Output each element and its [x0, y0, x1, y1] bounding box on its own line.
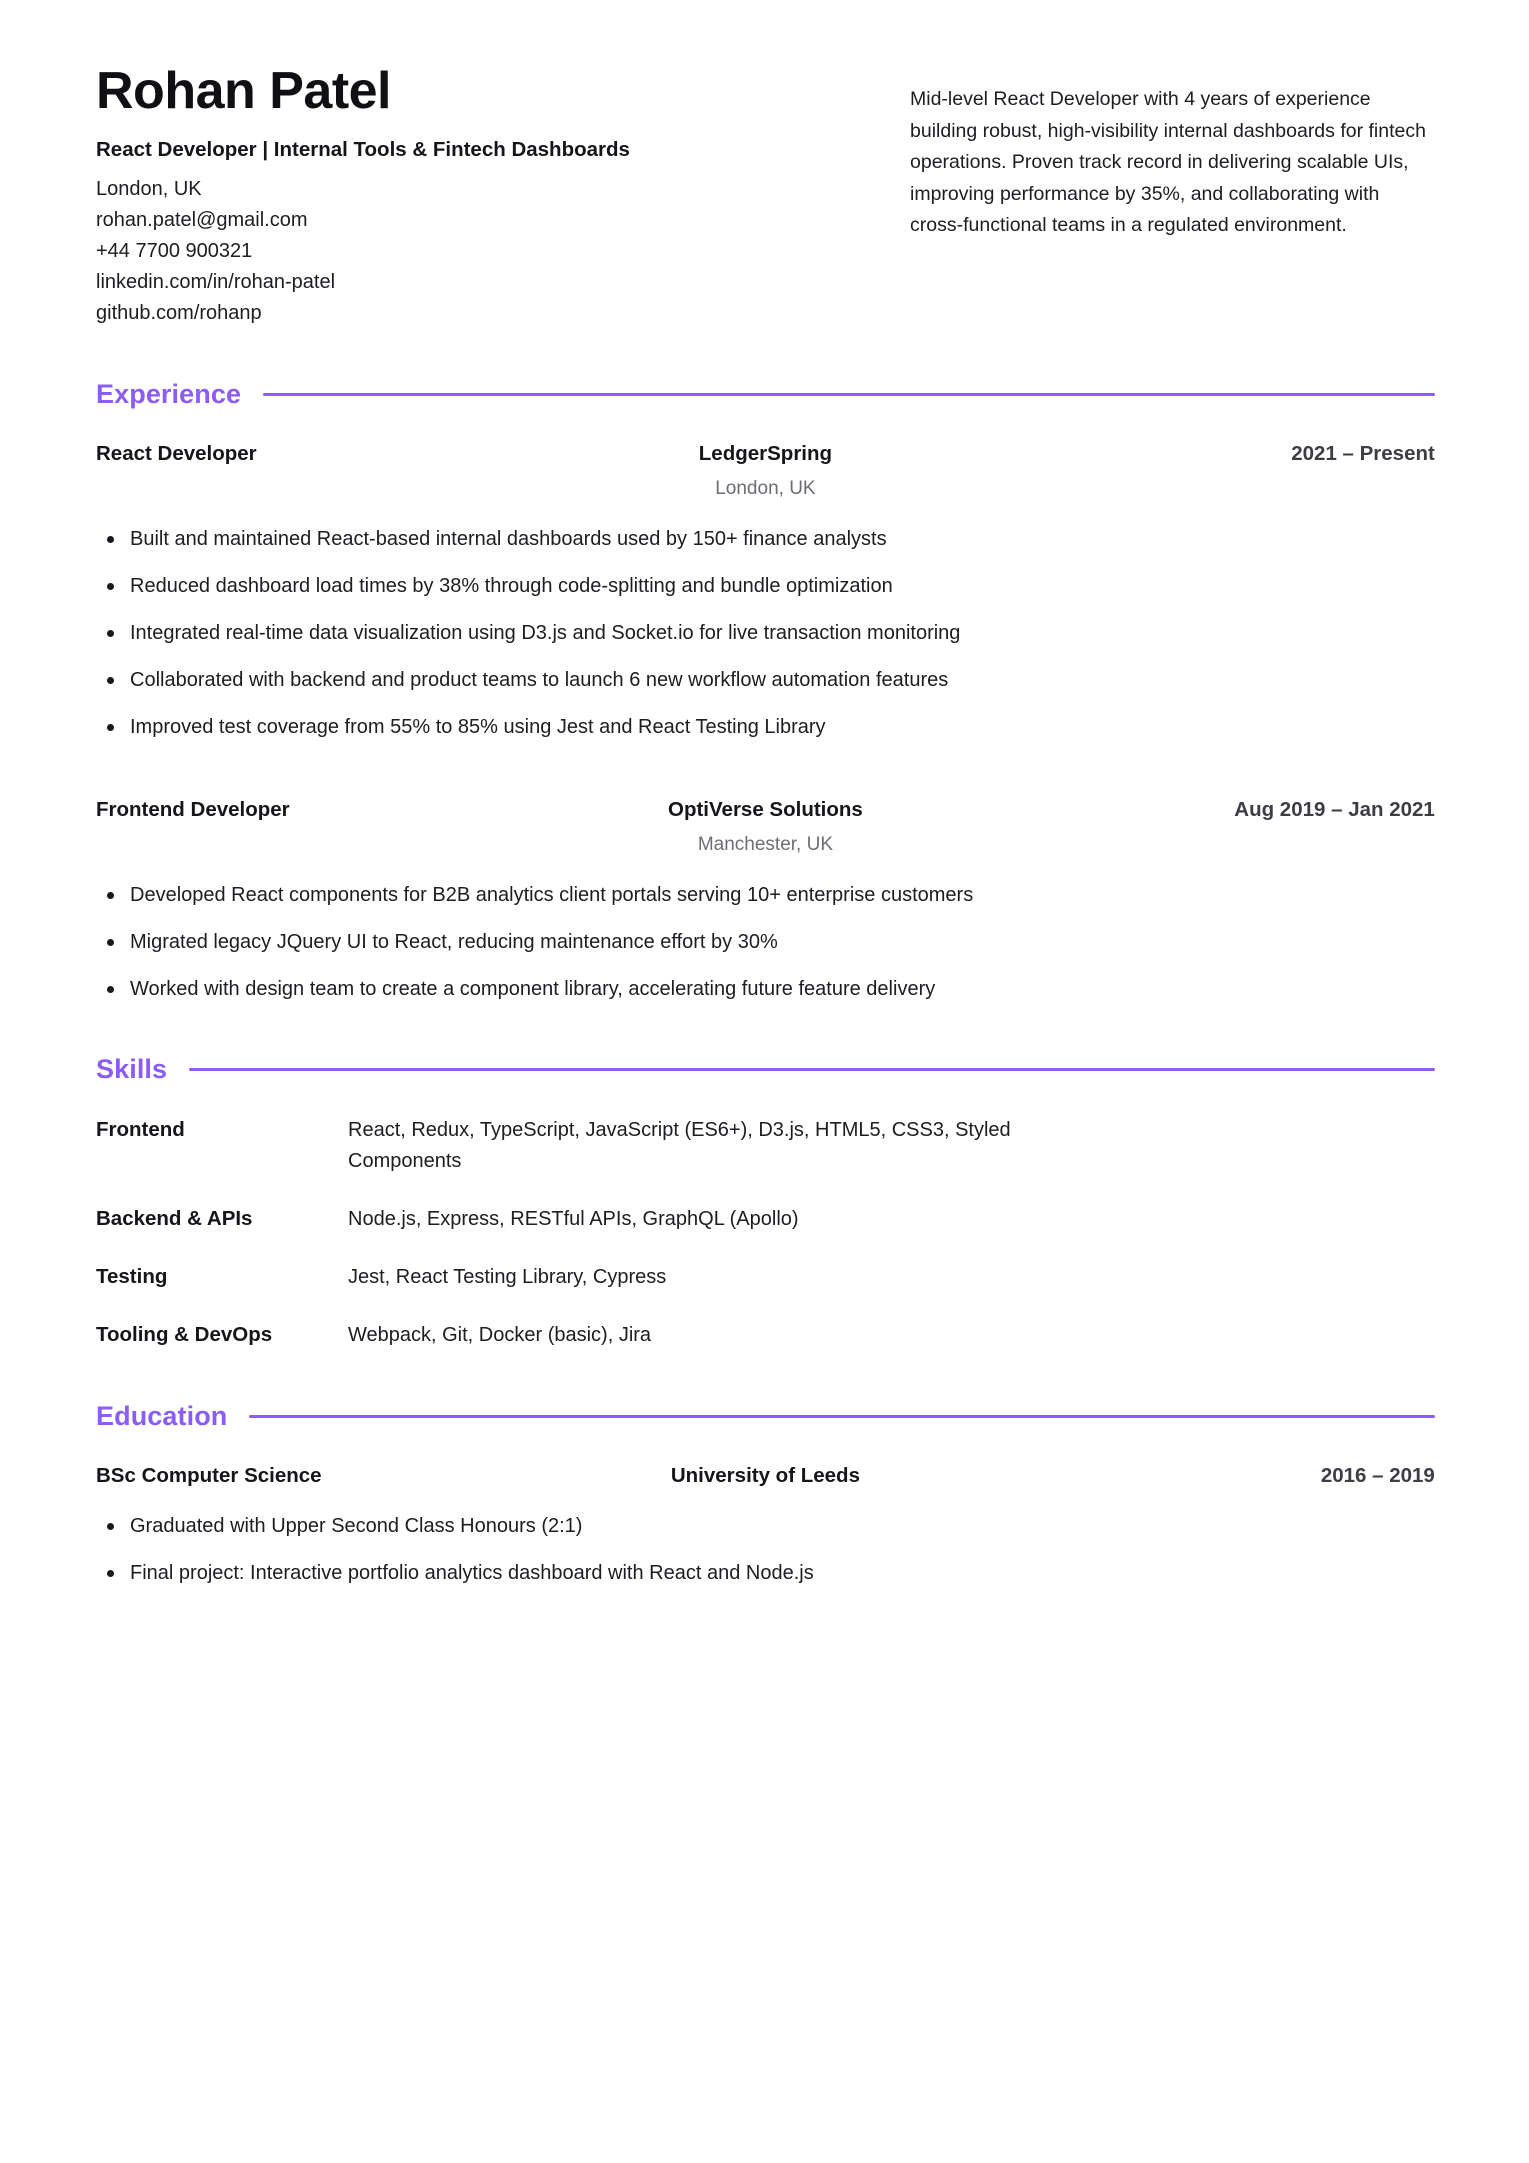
skill-row [96, 1320, 1435, 1351]
section-title-education: Education [96, 1401, 228, 1432]
education-entry-heading [96, 1462, 1435, 1490]
education-bullet-list [96, 1512, 1435, 1588]
skill-category-value: Webpack, Git, Docker (basic), Jira [348, 1324, 652, 1347]
section-title-experience: Experience [96, 378, 242, 409]
candidate-headline: React Developer | Internal Tools & Fintech Dashboards [96, 138, 630, 162]
section-header-skills [96, 1054, 1435, 1085]
education-bullet: Final project: Interactive portfolio analytics dashboard with React and Node.js [96, 1559, 1435, 1588]
section-skills [96, 1054, 1435, 1351]
education-degree: BSc Computer Science [96, 1464, 322, 1488]
skill-category-label: Frontend [96, 1118, 185, 1142]
experience-org-block [542, 796, 988, 859]
professional-summary: Mid-level React Developer with 4 years of experience building robust, high-visibility internal dashboards for fintech operations. Proven track record in delivering scalable UIs, improving performance by 35%, and collaborating with cross-functional teams in a regulated environment. [910, 88, 1426, 237]
experience-bullet: Integrated real-time data visualization using D3.js and Socket.io for live transaction monitoring [96, 619, 1435, 648]
experience-dates: 2021 – Present [1291, 441, 1435, 465]
contact-linkedin[interactable]: linkedin.com/in/rohan-patel [96, 270, 336, 293]
resume-header [96, 62, 1435, 329]
experience-org-block [542, 440, 988, 503]
experience-bullet: Built and maintained React-based internal dashboards used by 150+ finance analysts [96, 525, 1435, 554]
experience-bullet: Developed React components for B2B analytics client portals serving 10+ enterprise customers [96, 881, 1435, 910]
section-header-experience [96, 379, 1435, 410]
experience-role: Frontend Developer [96, 798, 290, 822]
experience-bullet: Migrated legacy JQuery UI to React, reducing maintenance effort by 30% [96, 928, 1435, 957]
experience-location: Manchester, UK [697, 833, 833, 855]
experience-role: React Developer [96, 441, 257, 465]
experience-entry-heading [96, 796, 1435, 859]
experience-entry-heading [96, 440, 1435, 503]
skill-row [96, 1262, 1435, 1293]
section-header-education [96, 1401, 1435, 1432]
experience-bullet: Improved test coverage from 55% to 85% using Jest and React Testing Library [96, 713, 1435, 742]
experience-bullet: Collaborated with backend and product teams to launch 6 new workflow automation features [96, 666, 1435, 695]
experience-entry [96, 796, 1435, 1004]
contact-email[interactable]: rohan.patel@gmail.com [96, 208, 308, 231]
experience-dates: Aug 2019 – Jan 2021 [1234, 798, 1435, 822]
section-divider-skills [189, 1068, 1435, 1071]
experience-bullet: Reduced dashboard load times by 38% through code-splitting and bundle optimization [96, 572, 1435, 601]
candidate-name: Rohan Patel [96, 62, 391, 120]
skill-category-value: React, Redux, TypeScript, JavaScript (ES6+), D3.js, HTML5, CSS3, Styled Components [348, 1119, 1011, 1173]
experience-company: OptiVerse Solutions [668, 798, 863, 822]
experience-bullet-list [96, 881, 1435, 1004]
section-experience [96, 379, 1435, 1004]
section-education [96, 1401, 1435, 1588]
education-org-block [542, 1462, 988, 1490]
experience-bullet: Worked with design team to create a component library, accelerating future feature delivery [96, 975, 1435, 1004]
experience-location: London, UK [715, 477, 816, 499]
skill-category-value: Jest, React Testing Library, Cypress [348, 1266, 667, 1289]
education-entry [96, 1462, 1435, 1588]
section-divider-experience [263, 393, 1435, 396]
header-left-column [96, 62, 856, 329]
experience-bullet-list [96, 525, 1435, 742]
education-bullet: Graduated with Upper Second Class Honours (2:1) [96, 1512, 1435, 1541]
education-dates: 2016 – 2019 [1320, 1464, 1435, 1488]
entry-spacer [96, 748, 1435, 796]
experience-company: LedgerSpring [698, 441, 833, 465]
skill-category-label: Tooling & DevOps [96, 1323, 273, 1347]
skill-row [96, 1204, 1435, 1235]
contact-location: London, UK [96, 177, 202, 200]
section-title-skills: Skills [96, 1054, 168, 1085]
skill-row [96, 1115, 1435, 1177]
education-school: University of Leeds [670, 1464, 860, 1488]
skill-category-value: Node.js, Express, RESTful APIs, GraphQL (Apollo) [348, 1208, 799, 1231]
contact-github[interactable]: github.com/rohanp [96, 301, 262, 324]
header-right-column [910, 62, 1435, 242]
skill-category-label: Testing [96, 1265, 168, 1289]
experience-entry [96, 440, 1435, 742]
section-divider-education [249, 1415, 1435, 1418]
contact-phone[interactable]: +44 7700 900321 [96, 239, 253, 262]
skill-category-label: Backend & APIs [96, 1207, 253, 1231]
